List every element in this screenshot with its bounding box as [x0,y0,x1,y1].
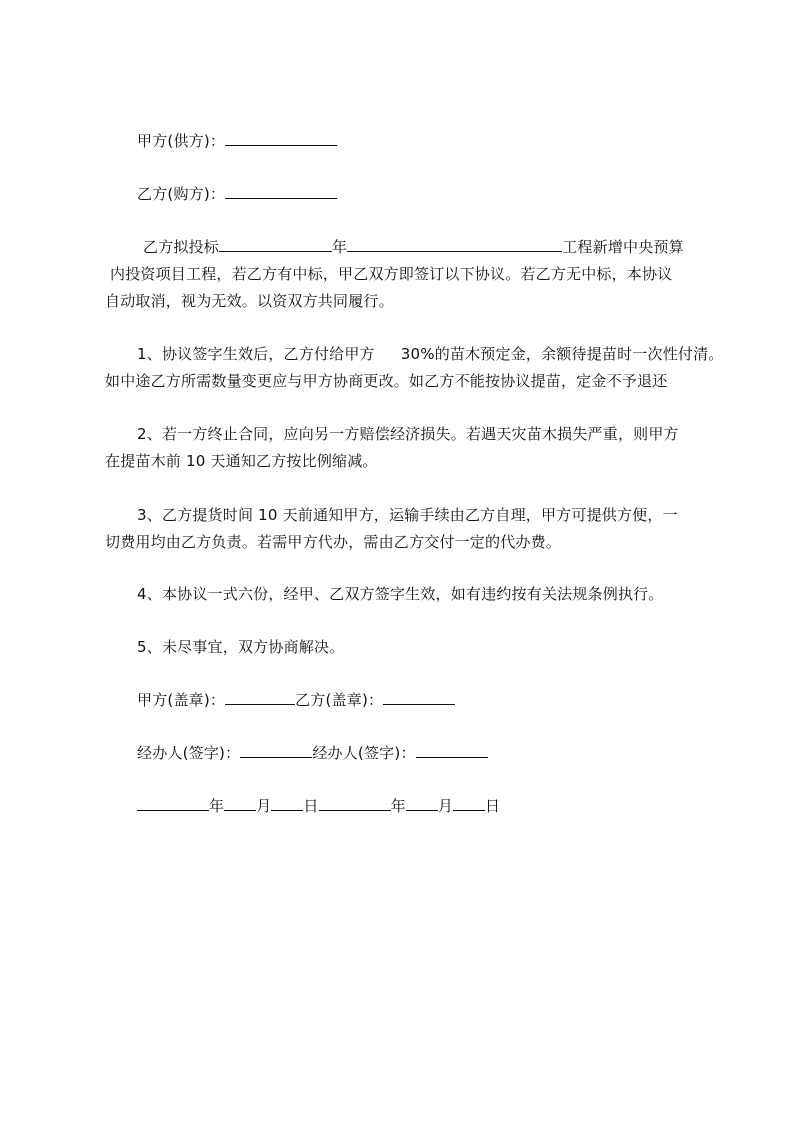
clause-2-line-2: 在提苗木前 10 天通知乙方按比例缩减。 [105,452,378,470]
date-b-year-label: 年 [390,797,406,815]
seal-b-label: 乙方(盖章)： [295,691,384,709]
clause-1-line-2: 如中途乙方所需数量变更应与甲方协商更改。如乙方不能按协议提苗，定金不予退还 [105,372,668,390]
party-b-line [137,184,337,204]
party-a-line [137,131,337,151]
party-b-label: 乙方(购方)： [137,185,226,203]
tender-blank[interactable] [219,237,332,252]
seal-a-label: 甲方(盖章)： [137,691,226,709]
clause-1-text-b: 30%的苗木预定金，余额待提苗时一次性付清。 [400,345,724,363]
clause-2-line-1: 2、若一方终止合同，应向另一方赔偿经济损失。若遇天灾苗木损失严重，则甲方 [137,425,679,443]
agent-a-label: 经办人(签字)： [137,744,241,762]
clause-3-line-2: 切费用均由乙方负责。若需甲方代办，需由乙方交付一定的代办费。 [105,533,562,551]
project-blank[interactable] [347,237,562,252]
intro-line-1 [143,237,684,257]
agent-b-blank[interactable] [416,743,488,758]
date-a-year-blank[interactable] [137,796,209,811]
party-a-blank[interactable] [225,131,337,146]
intro-text-a: 乙方拟投标 [143,238,220,256]
clause-3-line-1: 3、乙方提货时间 10 天前通知甲方，运输手续由乙方自理，甲方可提供方便，一 [137,506,678,524]
seal-a-blank[interactable] [225,690,295,705]
seal-line [137,690,455,710]
date-b-month-blank[interactable] [406,796,438,811]
date-b-month-label: 月 [437,797,454,815]
seal-b-blank[interactable] [383,690,455,705]
clause-1-text-a: 1、协议签字生效后，乙方付给甲方 [137,345,375,363]
date-b-day-blank[interactable] [453,796,485,811]
date-a-month-blank[interactable] [224,796,256,811]
intro-line-2: 内投资项目工程，若乙方有中标，甲乙双方即签订以下协议。若乙方无中标，本协议 [110,265,673,283]
date-a-day-blank[interactable] [271,796,303,811]
agent-line [137,743,488,763]
date-a-month-label: 月 [256,797,272,815]
clause-5: 5、未尽事宜，双方协商解决。 [137,638,345,656]
clause-4: 4、本协议一式六份，经甲、乙双方签字生效，如有违约按有关法规条例执行。 [137,585,664,603]
date-a-day-label: 日 [303,797,319,815]
intro-text-year: 年 [332,238,348,256]
intro-text-c: 工程新增中央预算 [562,238,684,256]
date-a-year-label: 年 [209,797,225,815]
intro-line-3: 自动取消，视为无效。以资双方共同履行。 [105,292,394,310]
party-a-label: 甲方(供方)： [137,132,226,150]
date-b-day-label: 日 [485,797,501,815]
agent-b-label: 经办人(签字)： [312,744,416,762]
party-b-blank[interactable] [225,184,337,199]
agent-a-blank[interactable] [240,743,312,758]
date-b-year-blank[interactable] [319,796,391,811]
clause-1-line-1 [137,344,724,364]
date-line [137,796,500,816]
